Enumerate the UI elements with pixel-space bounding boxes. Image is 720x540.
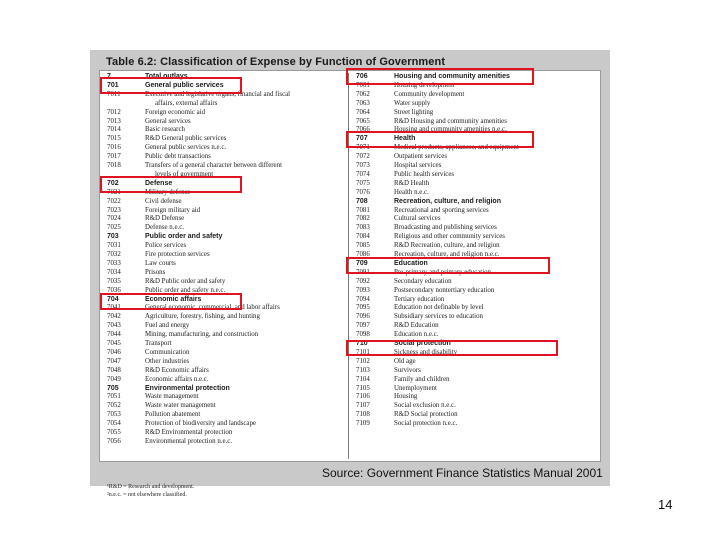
function-code: 7081 <box>356 206 370 214</box>
function-code: 705 <box>107 384 119 392</box>
function-label: Other industries <box>145 357 190 365</box>
function-label: Basic research <box>145 126 185 134</box>
function-label: R&D Recreation, culture, and religion <box>394 242 500 250</box>
function-label: Housing and community amenities n.e.c. <box>394 126 507 134</box>
function-label: Sickness and disability <box>394 348 458 356</box>
function-code: 7101 <box>356 348 370 356</box>
function-code: 7017 <box>107 153 121 161</box>
function-code: 7065 <box>356 117 370 125</box>
function-label: affairs, external affairs <box>155 99 218 107</box>
function-label: Environmental protection <box>145 384 230 392</box>
function-label: General public services <box>145 81 224 89</box>
function-label: Religious and other community services <box>394 233 505 241</box>
function-label: Law courts <box>145 259 176 267</box>
function-code: 7102 <box>356 357 370 365</box>
highlight-education <box>346 257 550 274</box>
function-code: 709 <box>356 259 368 267</box>
function-label: Social protection n.e.c. <box>394 420 458 428</box>
function-label: Police services <box>145 242 187 250</box>
function-label: Environmental protection n.e.c. <box>145 437 233 445</box>
function-code: 7055 <box>107 429 121 436</box>
function-code: 7066 <box>356 126 370 134</box>
highlight-general-public-services <box>100 77 242 94</box>
function-label: Protection of biodiversity and landscape <box>145 420 256 428</box>
function-code: 7073 <box>356 162 370 169</box>
function-code: 7109 <box>356 420 370 428</box>
function-label: Civil defense <box>145 197 182 205</box>
function-label: Hospital services <box>394 162 442 169</box>
function-code: 7025 <box>107 224 121 232</box>
function-code: 7015 <box>107 135 121 143</box>
function-code: 7097 <box>356 322 370 330</box>
function-label: Cultural services <box>394 215 441 223</box>
function-label: Recreational and sporting services <box>394 206 489 214</box>
function-label: Education <box>394 259 428 267</box>
function-code: 702 <box>107 179 119 187</box>
footnotes <box>107 483 194 499</box>
function-label: Defense n.e.c. <box>145 224 185 232</box>
function-code: 7014 <box>107 126 121 134</box>
function-code: 7013 <box>107 117 121 125</box>
function-code: 7093 <box>356 286 370 294</box>
function-code: 7045 <box>107 340 121 347</box>
function-label: Family and children <box>394 375 450 383</box>
function-label: Mining, manufacturing, and construction <box>145 331 259 339</box>
function-label: Public order and safety n.e.c. <box>145 286 226 294</box>
function-label: Broadcasting and publishing services <box>394 224 497 232</box>
function-label: R&D General public services <box>145 135 227 143</box>
function-code: 7018 <box>107 162 121 169</box>
function-label: Agriculture, forestry, fishing, and hunting <box>145 313 260 321</box>
footnote: ²n.e.c. = not elsewhere classified. <box>107 492 187 498</box>
highlight-housing-and-community-amenities <box>346 68 534 85</box>
function-code: 7043 <box>107 322 121 330</box>
function-code: 703 <box>107 233 119 241</box>
function-code: 7061 <box>356 81 370 89</box>
function-label: Medical products, appliances, and equipment <box>394 144 519 152</box>
function-code: 7016 <box>107 144 121 152</box>
function-label: Foreign economic aid <box>145 108 206 116</box>
function-label: Street lighting <box>394 108 434 116</box>
function-code: 707 <box>356 135 368 143</box>
function-label: Housing and community amenities <box>394 73 510 80</box>
highlight-economic-affairs <box>100 293 242 310</box>
function-code: 7096 <box>356 313 370 321</box>
function-label: Recreation, culture, and religion <box>394 197 501 205</box>
function-label: Social exclusion n.e.c. <box>394 402 456 410</box>
function-code: 7049 <box>107 375 121 383</box>
function-label: Public health services <box>394 170 455 178</box>
highlight-social-protection <box>346 340 558 356</box>
function-label: R&D Environmental protection <box>145 429 233 436</box>
function-code: 7064 <box>356 108 370 116</box>
function-label: Education not definable by level <box>394 304 484 312</box>
function-code: 7104 <box>356 375 370 383</box>
function-code: 7076 <box>356 188 370 196</box>
function-label: Pollution abatement <box>145 411 201 419</box>
function-code: 710 <box>356 340 368 347</box>
function-label: Education n.e.c. <box>394 331 439 339</box>
function-code: 7075 <box>356 179 370 187</box>
function-code: 7032 <box>107 251 121 258</box>
function-code: 7022 <box>107 197 121 205</box>
function-code: 7 <box>107 73 111 80</box>
highlight-defense <box>100 176 242 193</box>
function-label: Unemployment <box>394 384 437 392</box>
function-code: 7053 <box>107 411 121 419</box>
function-code: 7052 <box>107 402 121 410</box>
function-label: Transport <box>145 340 172 347</box>
function-label: R&D Economic affairs <box>145 366 209 374</box>
function-code: 7036 <box>107 286 121 294</box>
function-code: 706 <box>356 73 368 80</box>
function-label: R&D Social protection <box>394 411 458 419</box>
function-code: 7094 <box>356 295 370 303</box>
function-code: 7012 <box>107 108 121 116</box>
function-code: 7084 <box>356 233 370 241</box>
function-label: Fire protection services <box>145 251 210 258</box>
function-code: 7062 <box>356 90 370 98</box>
function-code: 7098 <box>356 331 370 339</box>
function-label: Total outlays <box>145 73 188 80</box>
function-code: 7048 <box>107 366 121 374</box>
function-label: Postsecondary nontertiary education <box>394 286 495 294</box>
function-label: Foreign military aid <box>145 206 201 214</box>
function-label: Outpatient services <box>394 153 448 161</box>
function-code: 7044 <box>107 331 121 339</box>
function-label: Recreation, culture, and religion n.e.c. <box>394 251 500 258</box>
function-code: 704 <box>107 295 119 303</box>
function-label: R&D Public order and safety <box>145 277 226 285</box>
function-code: 7063 <box>356 99 370 107</box>
function-label: R&D Education <box>394 322 439 330</box>
function-code: 7103 <box>356 366 370 374</box>
source-caption: Source: Government Finance Statistics Manual 2001 <box>322 466 603 480</box>
function-label: Pre-primary and primary education <box>394 268 492 276</box>
function-code: 7105 <box>356 384 370 392</box>
function-label: levels of government <box>155 170 214 178</box>
function-label: Old age <box>394 357 416 365</box>
function-label: Subsidiary services to education <box>394 313 483 321</box>
function-label: Waste water management <box>145 402 216 410</box>
function-code: 7035 <box>107 277 121 285</box>
function-code: 7074 <box>356 170 370 178</box>
function-code: 7024 <box>107 215 121 223</box>
footnote: ¹R&D = Research and development. <box>107 484 195 490</box>
function-label: General public services n.e.c. <box>145 144 227 152</box>
function-label: Public debt transactions <box>145 153 211 161</box>
function-label: R&D Defense <box>145 215 185 223</box>
function-code: 7023 <box>107 206 121 214</box>
function-code: 7033 <box>107 259 121 267</box>
function-label: Health n.e.c. <box>394 188 429 196</box>
function-label: Transfers of a general character between different <box>145 162 282 169</box>
function-code: 701 <box>107 81 119 89</box>
page-number: 14 <box>658 497 673 512</box>
function-code: 7054 <box>107 420 121 428</box>
function-label: General services <box>145 117 191 125</box>
function-label: Housing <box>394 393 418 401</box>
function-label: Economic affairs <box>145 295 202 303</box>
function-code: 7031 <box>107 242 121 250</box>
function-label: Communication <box>145 348 190 356</box>
function-code: 7091 <box>356 268 370 276</box>
function-label: R&D Housing and community amenities <box>394 117 507 125</box>
function-code: 7085 <box>356 242 370 250</box>
function-label: Water supply <box>394 99 431 107</box>
function-label: Housing development <box>394 81 455 89</box>
function-code: 7021 <box>107 188 121 196</box>
function-label: Community development <box>394 90 465 98</box>
function-code: 7011 <box>107 90 121 98</box>
function-code: 7092 <box>356 277 370 285</box>
function-code: 7106 <box>356 393 370 401</box>
function-code: 7047 <box>107 357 121 365</box>
function-label: Survivors <box>394 366 421 374</box>
function-label: Economic affairs n.e.c. <box>145 375 209 383</box>
function-code: 7034 <box>107 268 121 276</box>
function-code: 7051 <box>107 393 121 401</box>
function-label: Secondary education <box>394 277 452 285</box>
function-code: 7071 <box>356 144 370 152</box>
function-code: 7046 <box>107 348 121 356</box>
function-label: Military defense <box>145 188 191 196</box>
function-label: Health <box>394 135 416 143</box>
highlight-health <box>346 131 534 148</box>
function-label: Fuel and energy <box>145 322 190 330</box>
function-code: 7056 <box>107 437 121 445</box>
function-label: Waste management <box>145 393 199 401</box>
function-label: R&D Health <box>394 179 430 187</box>
left-column <box>107 71 345 461</box>
function-code: 7041 <box>107 304 121 312</box>
function-code: 7072 <box>356 153 370 161</box>
function-code: 7086 <box>356 251 370 258</box>
function-code: 7082 <box>356 215 370 223</box>
function-label: Tertiary education <box>394 295 445 303</box>
function-code: 7042 <box>107 313 121 321</box>
function-code: 7108 <box>356 411 370 419</box>
function-label: Defense <box>145 179 173 187</box>
function-code: 7083 <box>356 224 370 232</box>
function-label: Prisons <box>145 268 166 276</box>
function-code: 708 <box>356 197 368 205</box>
function-label: Executive and legislative organs, financial and fiscal <box>145 90 291 98</box>
function-code: 7107 <box>356 402 370 410</box>
function-label: General economic, commercial, and labor affairs <box>145 304 280 312</box>
function-label: Social protection <box>394 340 451 347</box>
function-label: Public order and safety <box>145 233 223 241</box>
function-code: 7095 <box>356 304 370 312</box>
table-title: Table 6.2: Classification of Expense by Function of Government <box>106 56 446 68</box>
